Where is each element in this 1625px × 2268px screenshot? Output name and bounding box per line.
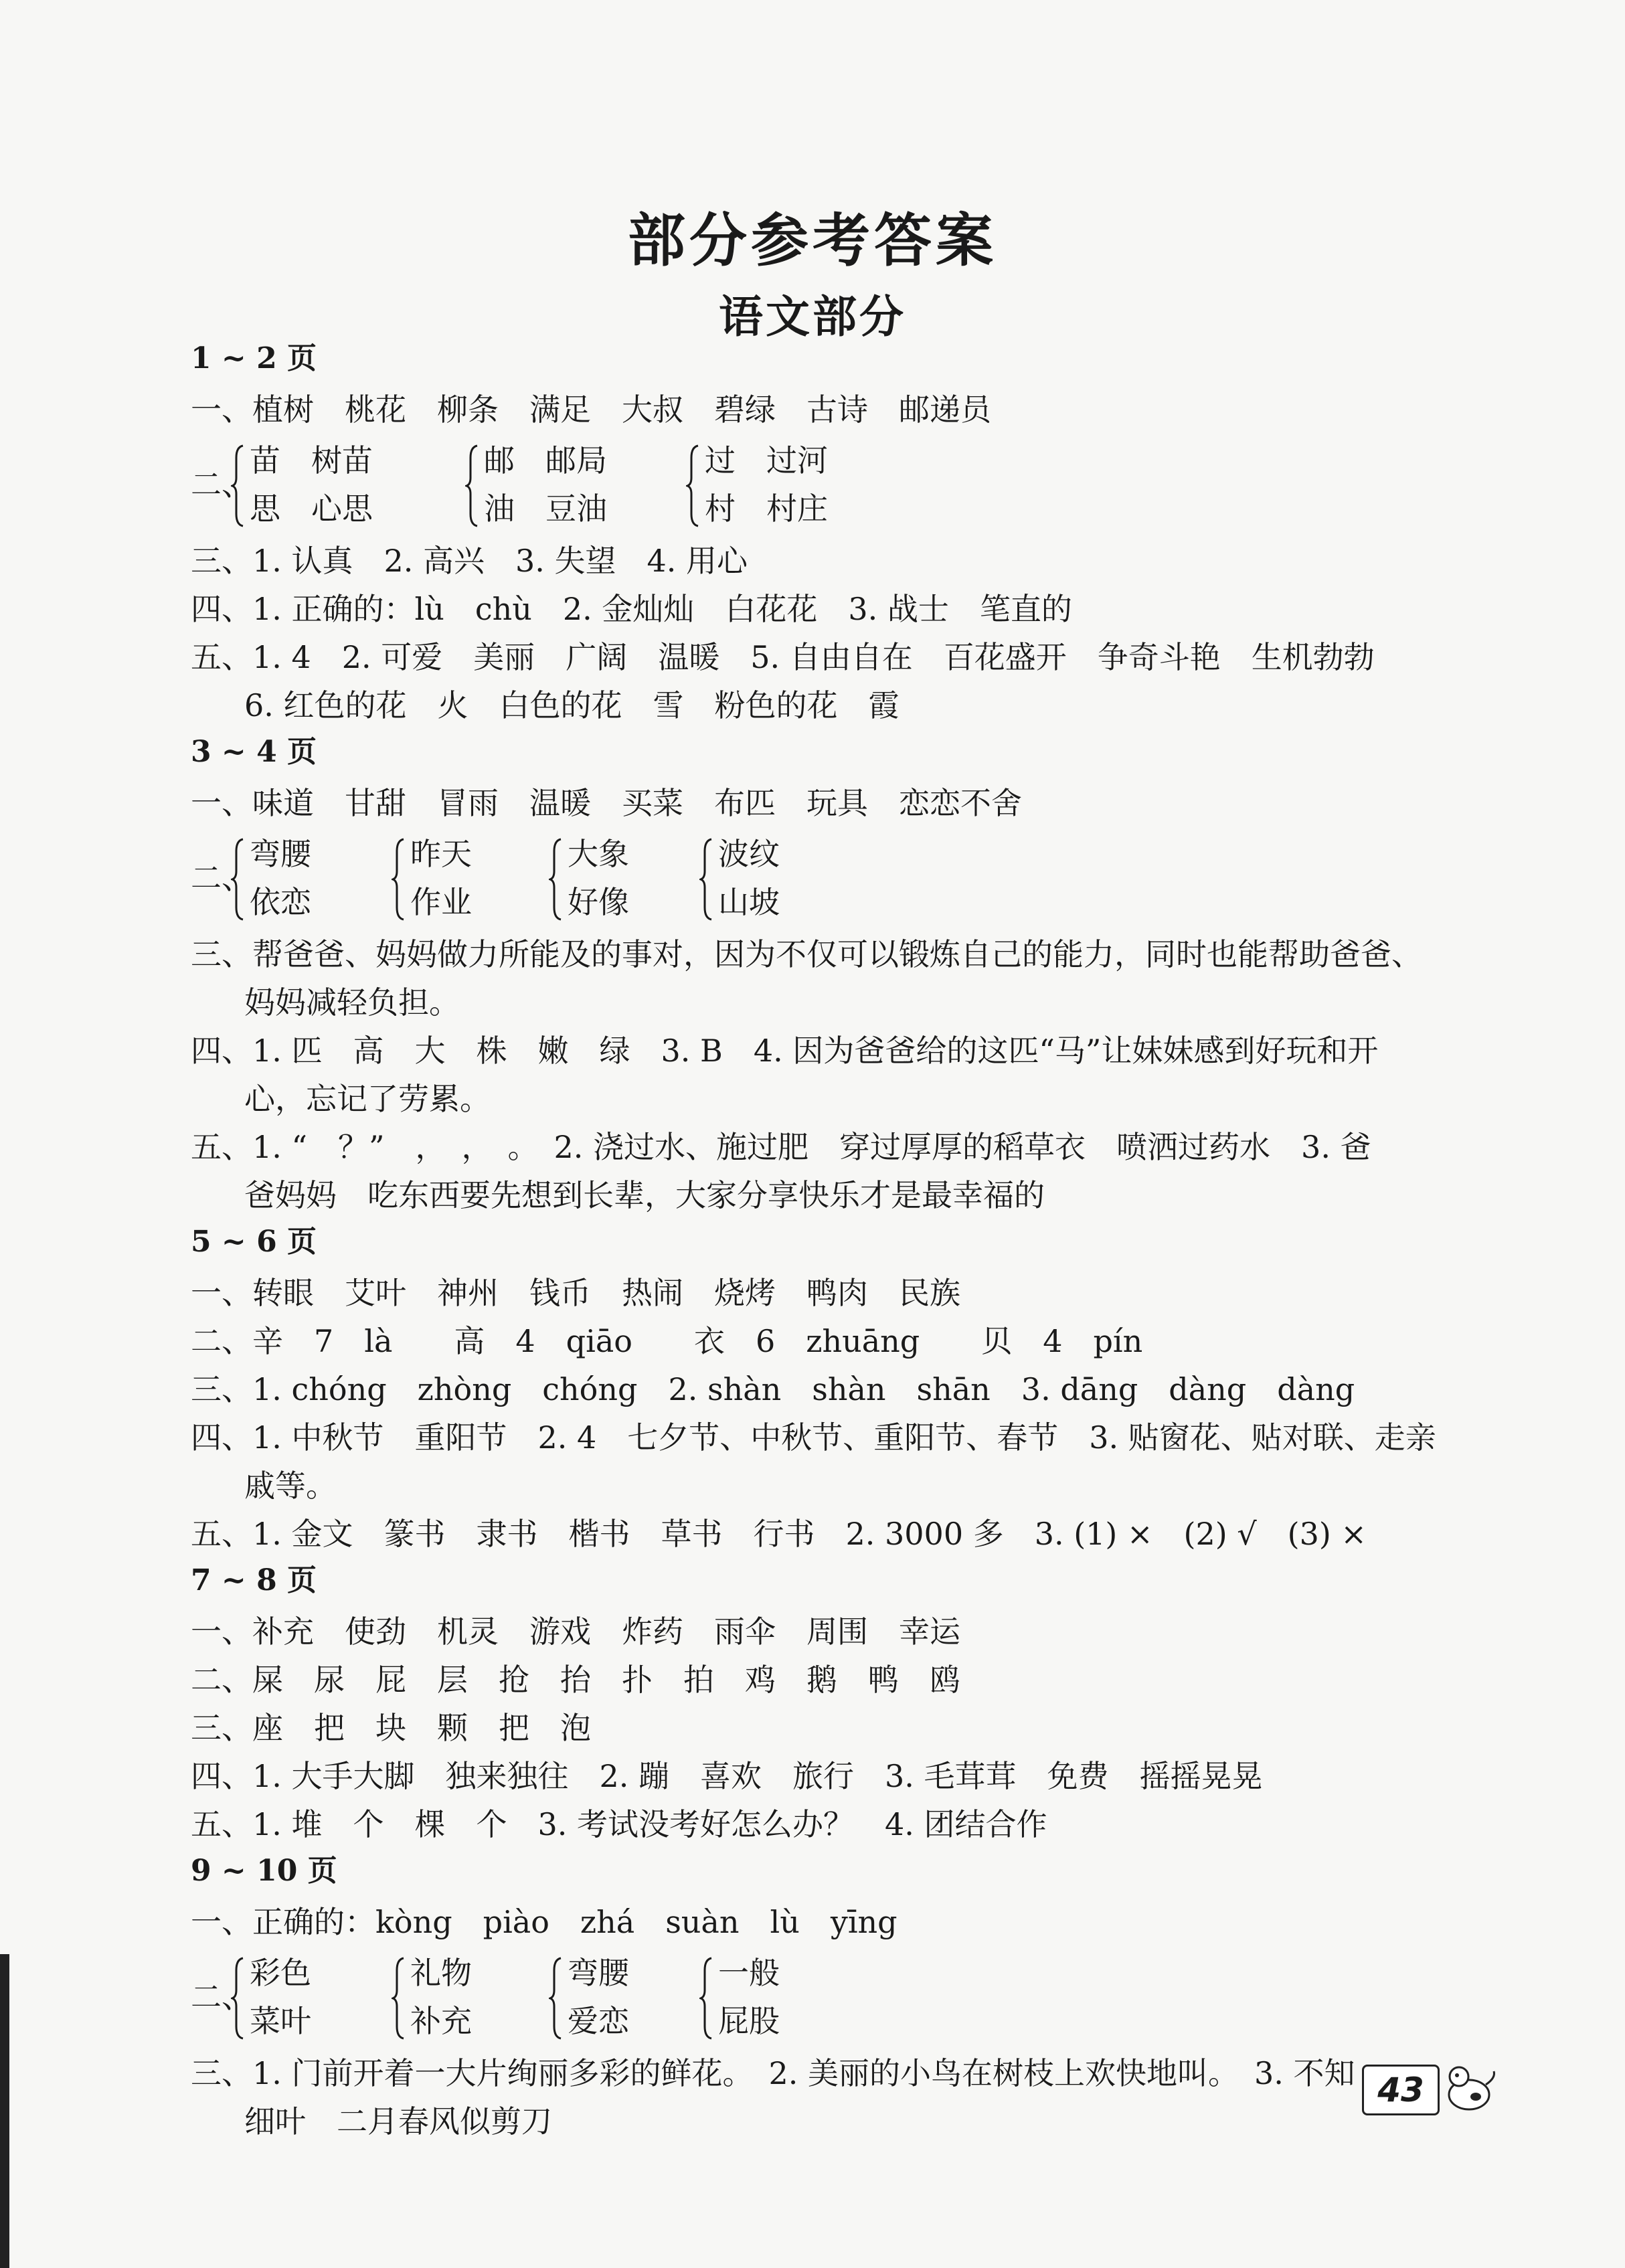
page-number: 43	[1362, 2065, 1440, 2115]
answer-line: 二、屎 尿 屁 层 抢 抬 扑 拍 鸡 鹅 鸭 鸥	[191, 1662, 960, 1698]
brace-item: 好像	[568, 884, 629, 920]
answer-line: 四、1. 中秋节 重阳节 2. 4 七夕节、中秋节、重阳节、春节 3. 贴窗花、贴对联、走亲	[191, 1419, 1436, 1456]
brace-item: 弯腰	[250, 836, 311, 872]
answer-line: 五、1. 4 2. 可爱 美丽 广阔 温暖 5. 自由自在 百花盛开 争奇斗艳 生机勃勃	[191, 639, 1375, 675]
brace-item: 过 过河	[705, 442, 828, 478]
scan-edge	[0, 1954, 9, 2268]
brace-item: 礼物	[410, 1955, 472, 1991]
brace-label: 二、	[191, 860, 252, 896]
brace-icon	[231, 838, 246, 921]
answer-line: 戚等。	[244, 1468, 337, 1504]
brace-label: 二、	[191, 466, 252, 503]
brace-item: 邮 邮局	[484, 442, 607, 478]
brace-icon	[465, 444, 480, 527]
brace-icon	[231, 1957, 246, 2040]
brace-icon	[392, 1957, 406, 2040]
brace-item: 大象	[568, 836, 629, 872]
answer-line: 五、1. 金文 篆书 隶书 楷书 草书 行书 2. 3000 多 3. (1) × (2) √ (3) ×	[191, 1516, 1367, 1552]
brace-item: 昨天	[410, 836, 472, 872]
brace-item: 弯腰	[568, 1955, 629, 1991]
answer-line: 三、1. chóng zhòng chóng 2. shàn shàn shān 3. dāng dàng dàng	[191, 1371, 1355, 1407]
brace-item: 菜叶	[250, 2003, 311, 2039]
mascot-icon	[1439, 2058, 1499, 2118]
brace-item: 彩色	[250, 1955, 311, 1991]
answer-content	[191, 341, 1486, 2151]
answer-line: 妈妈减轻负担。	[244, 984, 460, 1021]
brace-item: 思 心思	[250, 491, 373, 527]
answer-line: 五、1. “ ？” ， ， 。 2. 浇过水、施过肥 穿过厚厚的稻草衣 喷洒过药水 3. 爸	[191, 1129, 1371, 1165]
brace-item: 爱恋	[568, 2003, 629, 2039]
section-header: 3 ~ 4 页	[191, 735, 317, 769]
answer-line: 一、味道 甘甜 冒雨 温暖 买菜 布匹 玩具 恋恋不舍	[191, 785, 1022, 821]
page-subtitle: 语文部分	[719, 290, 906, 343]
answer-line: 一、正确的：kòng piào zhá suàn lù yīng	[191, 1904, 897, 1940]
page-title: 部分参考答案	[628, 207, 997, 274]
section-header: 7 ~ 8 页	[191, 1563, 317, 1597]
brace-item: 一般	[718, 1955, 780, 1991]
brace-item: 山坡	[718, 884, 780, 920]
brace-answer-block	[191, 439, 1486, 535]
brace-item: 屁股	[718, 2003, 780, 2039]
brace-answer-block	[191, 833, 1486, 929]
answer-line: 三、座 把 块 颗 把 泡	[191, 1710, 591, 1746]
answer-line: 心，忘记了劳累。	[244, 1081, 491, 1117]
brace-answer-block	[191, 1951, 1486, 2048]
brace-icon	[699, 838, 714, 921]
answer-line: 一、转眼 艾叶 神州 钱币 热闹 烧烤 鸭肉 民族	[191, 1275, 960, 1311]
answer-line: 二、辛 7 là 高 4 qiāo 衣 6 zhuāng 贝 4 pín	[191, 1323, 1143, 1359]
brace-item: 油 豆油	[484, 491, 607, 527]
answer-line: 五、1. 堆 个 棵 个 3. 考试没考好怎么办？ 4. 团结合作	[191, 1806, 1047, 1842]
brace-icon	[686, 444, 701, 527]
answer-line: 三、帮爸爸、妈妈做力所能及的事对，因为不仅可以锻炼自己的能力，同时也能帮助爸爸、	[191, 936, 1422, 972]
brace-icon	[549, 1957, 564, 2040]
answer-line: 四、1. 匹 高 大 株 嫩 绿 3. B 4. 因为爸爸给的这匹“马”让妹妹感到好玩和开	[191, 1033, 1379, 1069]
answer-line: 三、1. 认真 2. 高兴 3. 失望 4. 用心	[191, 543, 748, 579]
answer-line: 6. 红色的花 火 白色的花 雪 粉色的花 霞	[244, 687, 900, 723]
answer-line: 一、植树 桃花 柳条 满足 大叔 碧绿 古诗 邮递员	[191, 391, 991, 428]
brace-icon	[231, 444, 246, 527]
brace-item: 补充	[410, 2003, 472, 2039]
brace-item: 作业	[410, 884, 472, 920]
brace-item: 苗 树苗	[250, 442, 373, 478]
answer-line: 细叶 二月春风似剪刀	[244, 2103, 552, 2140]
brace-label: 二、	[191, 1979, 252, 2015]
brace-item: 波纹	[718, 836, 780, 872]
brace-item: 依恋	[250, 884, 311, 920]
answer-line: 四、1. 正确的：lù chù 2. 金灿灿 白花花 3. 战士 笔直的	[191, 591, 1072, 627]
section-header: 9 ~ 10 页	[191, 1854, 337, 1888]
brace-icon	[699, 1957, 714, 2040]
answer-line: 三、1. 门前开着一大片绚丽多彩的鲜花。 2. 美丽的小鸟在树枝上欢快地叫。 3. 不知	[191, 2055, 1355, 2091]
answer-line: 一、补充 使劲 机灵 游戏 炸药 雨伞 周围 幸运	[191, 1613, 960, 1650]
answer-line: 四、1. 大手大脚 独来独往 2. 蹦 喜欢 旅行 3. 毛茸茸 免费 摇摇晃晃	[191, 1758, 1263, 1794]
brace-icon	[392, 838, 406, 921]
brace-item: 村 村庄	[705, 491, 828, 527]
section-header: 1 ~ 2 页	[191, 341, 317, 375]
answer-line: 爸妈妈 吃东西要先想到长辈，大家分享快乐才是最幸福的	[244, 1177, 1045, 1213]
section-header: 5 ~ 6 页	[191, 1225, 317, 1259]
brace-icon	[549, 838, 564, 921]
